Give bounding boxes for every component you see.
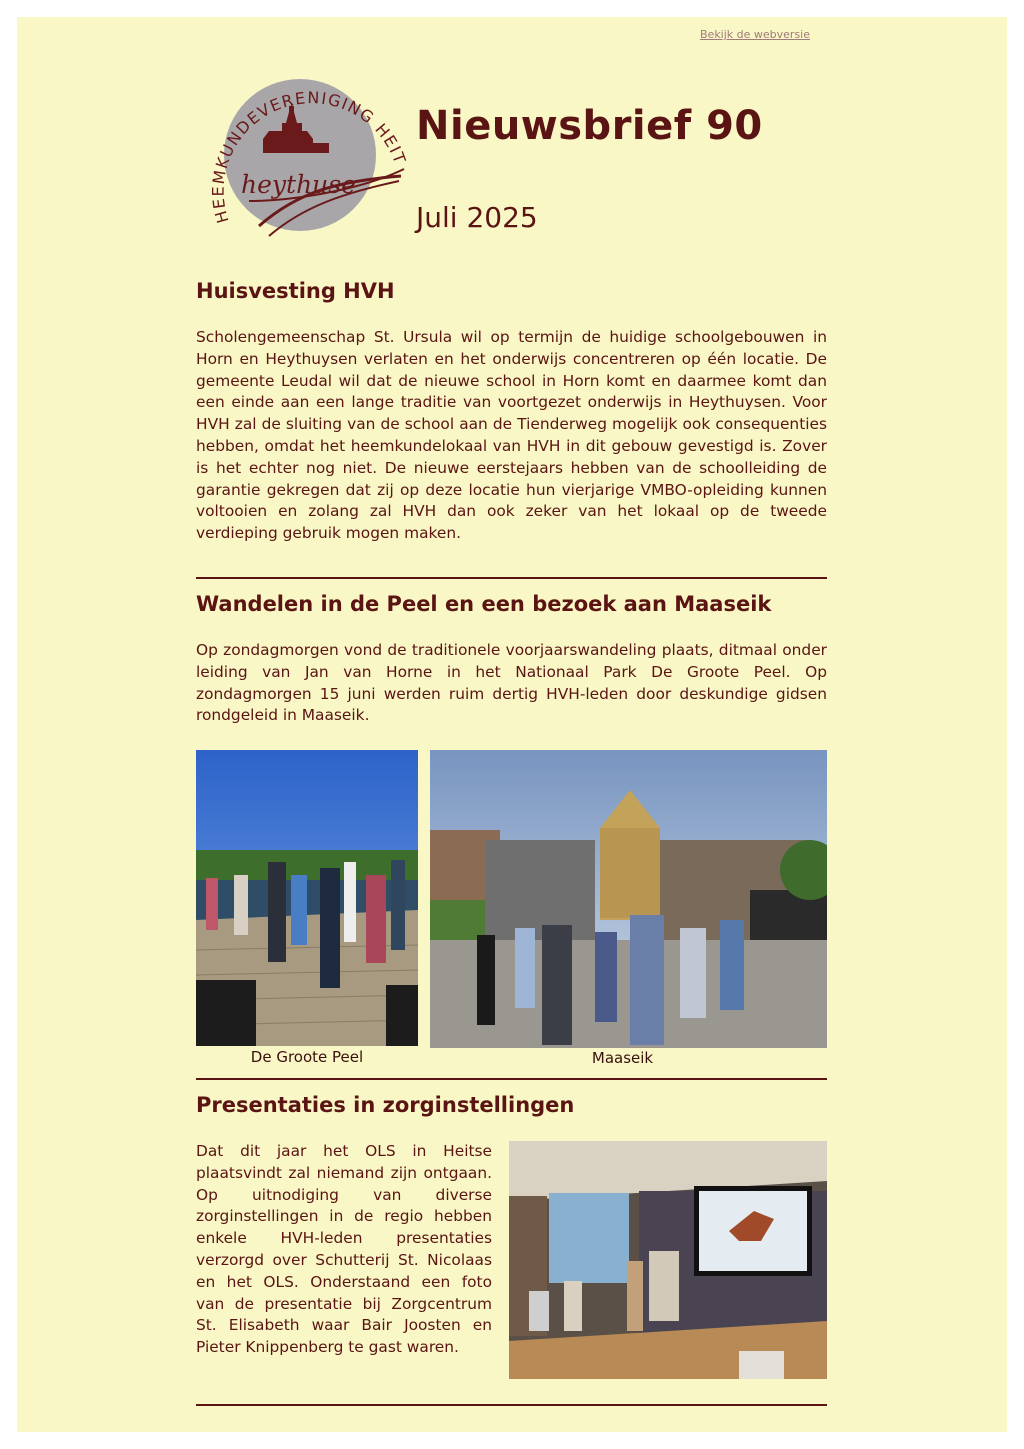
section-text: Dat dit jaar het OLS in Heitse plaatsvindt zal niemand zijn ontgaan. Op uitnodiging van diverse zorginstellingen in de regio hebben enkele HVH-leden presentaties verzorgd over Schutterij St. Nicolaas en het OLS. Onderstaand een foto van de presentatie bij Zorgcentrum St. Elisabeth waar Bair Joosten en Pieter Knippenberg te gast waren.: [196, 1142, 492, 1357]
photo-caption-groote-peel: De Groote Peel: [250, 1048, 364, 1066]
photo-caption-maaseik: Maaseik: [591, 1049, 654, 1067]
presentation-photo: [509, 1141, 827, 1379]
webversion-link[interactable]: Bekijk de webversie: [700, 28, 811, 41]
section-heading: Huisvesting HVH: [196, 279, 395, 303]
logo-script-text: heythuse: [241, 170, 356, 199]
section-heading: Wandelen in de Peel en een bezoek aan Maaseik: [196, 592, 772, 616]
section-text: Scholengemeenschap St. Ursula wil op termijn de huidige schoolgebouwen in Horn en Heythuysen verlaten en het onderwijs concentreren op één locatie. De gemeente Leudal wil dat de nieuwe school in Horn komt en daarmee komt dan een einde aan een lange traditie van voortgezet onderwijs in Heythuysen. Voor HVH zal de sluiting van de school aan de Tienderweg mogelijk ook consequenties hebben, omdat het heemkundelokaal van HVH in dit gebouw gevestigd is. Zover is het echter nog niet. De nieuwe eerstejaars hebben van de schoolleiding de garantie gekregen dat zij op deze locatie hun vierjarige VMBO-opleiding kunnen voltooien en zolang zal HVH dan ook zeker van het lokaal op de tweede verdieping gebruik mogen maken.: [196, 328, 827, 543]
groote-peel-photo: [196, 750, 418, 1046]
section-presentations: [196, 1093, 827, 1117]
section-divider: [196, 577, 827, 579]
heemkundevereniging-logo: [189, 51, 409, 251]
section-walking: [196, 592, 827, 727]
section-heading: Presentaties in zorginstellingen: [196, 1093, 575, 1117]
newsletter-title: Nieuwsbrief 90: [416, 103, 763, 149]
section-divider: [196, 1078, 827, 1080]
logo-ring-text: HEEMKUNDEVERENIGING HEIT: [208, 88, 409, 226]
newsletter-page: [17, 17, 1007, 1432]
section-housing: [196, 279, 827, 545]
maaseik-photo: [430, 750, 827, 1048]
newsletter-date: Juli 2025: [416, 201, 538, 234]
section-divider: [196, 1404, 827, 1406]
section-text: Op zondagmorgen vond de traditionele voorjaarswandeling plaats, ditmaal onder leiding van Jan van Horne in het Nationaal Park De Groote Peel. Op zondagmorgen 15 juni werden ruim dertig HVH-leden door deskundige gidsen rondgeleid in Maaseik.: [196, 641, 827, 725]
